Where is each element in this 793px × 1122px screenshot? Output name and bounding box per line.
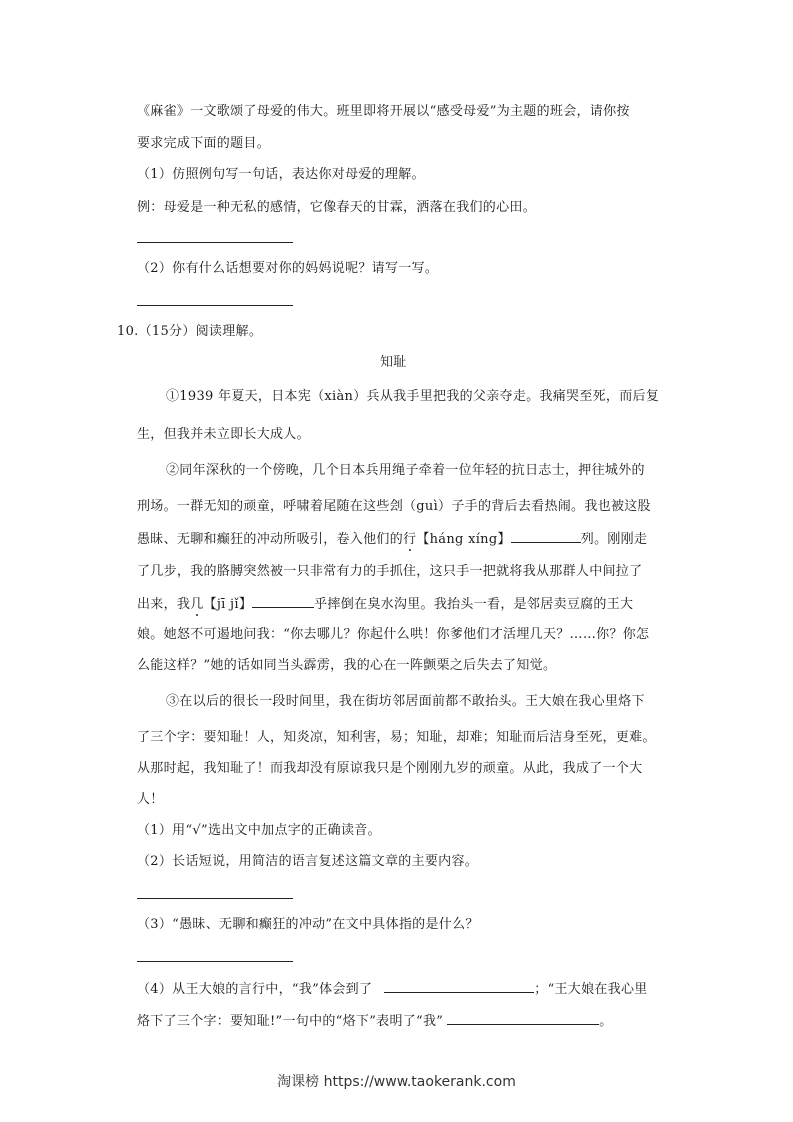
answer-blank-sq4-1[interactable] — [384, 980, 534, 993]
paragraph-2-line-3-end: 列。刚刚走 — [580, 532, 648, 547]
paragraph-2-line-6: 娘。她怒不可遏地问我：“你去哪儿？你起什么哄！你爹他们才活埋几天？……你？你怎 — [137, 627, 650, 642]
paragraph-3-line-4: 人！ — [137, 792, 164, 807]
paragraph-2-line-3 — [137, 530, 647, 548]
intro-question-1: （1）仿照例句写一句话，表达你对母爱的理解。 — [137, 167, 425, 182]
paragraph-2-line-7: 么能这样？”她的话如同当头霹雳，我的心在一阵颤栗之后失去了知觉。 — [137, 658, 557, 673]
sub-question-4-text-d: 。 — [599, 1014, 613, 1029]
sub-question-4-line-2 — [137, 1012, 613, 1030]
answer-line-intro-1[interactable] — [137, 242, 293, 243]
paragraph-3-line-1: ③在以后的很长一段时间里，我在街坊邻居面前都不敢抬头。王大娘在我心里烙下 — [166, 694, 645, 709]
paragraph-2-line-3-text: 愚昧、无聊和癫狂的冲动所吸引，卷入他们的 — [137, 532, 404, 547]
sub-question-3: （3）“愚昧、无聊和癫狂的冲动”在文中具体指的是什么？ — [137, 917, 479, 932]
answer-line-intro-2[interactable] — [137, 305, 293, 306]
sub-question-2: （2）长话短说，用简洁的语言复述这篇文章的主要内容。 — [137, 854, 479, 869]
intro-line-1: 《麻雀》一文歌颂了母爱的伟大。班里即将开展以“感受母爱”为主题的班会，请你按 — [137, 104, 630, 119]
sub-question-4-line-1 — [137, 980, 648, 998]
pinyin-choice-ji[interactable]: 【jī jǐ】 — [203, 597, 253, 612]
intro-line-2: 要求完成下面的题目。 — [137, 136, 271, 151]
dotted-char-ji: 几 — [190, 597, 204, 612]
pinyin-choice-hang-xing[interactable]: 【háng xíng】 — [416, 532, 511, 547]
paragraph-3-line-2: 了三个字：要知耻！人，知炎凉，知利害，易；知耻，却难；知耻而后洁身至死，更难。 — [137, 730, 656, 745]
paragraph-3-line-3: 从那时起，我知耻了！而我却没有原谅我只是个刚刚九岁的顽童。从此，我成了一个大 — [137, 761, 643, 776]
footer-watermark: 淘课榜 https://www.taokerank.com — [277, 1074, 516, 1090]
passage-title: 知耻 — [380, 355, 407, 370]
intro-example: 例：母爱是一种无私的感情，它像春天的甘霖，洒落在我们的心田。 — [137, 200, 537, 215]
paragraph-2-line-5-end: 乎摔倒在臭水沟里。我抬头一看，是邻居卖豆腐的王大 — [314, 597, 634, 612]
answer-line-sq2[interactable] — [137, 898, 293, 899]
sub-question-4-text-c: 烙下了三个字：要知耻!”一句中的“烙下”表明了“我” — [137, 1014, 444, 1029]
answer-blank-ji[interactable] — [252, 595, 314, 608]
paragraph-2-line-5-text: 出来，我 — [137, 597, 191, 612]
paragraph-2-line-4: 了几步，我的胳膊突然被一只非常有力的手抓住，这只手一把就将我从那群人中间拉了 — [137, 564, 643, 579]
answer-blank-hang-xing[interactable] — [511, 530, 581, 543]
paragraph-2-line-5 — [137, 595, 633, 613]
answer-blank-sq4-2[interactable] — [447, 1012, 599, 1025]
answer-line-sq3[interactable] — [137, 961, 293, 962]
paragraph-1-line-1: ①1939 年夏天，日本宪（xiàn）兵从我手里把我的父亲夺走。我痛哭至死，而后复 — [166, 389, 660, 404]
sub-question-4-text-a: （4）从王大娘的言行中，“我”体会到了 — [137, 982, 373, 997]
paragraph-2-line-1: ②同年深秋的一个傍晚，几个日本兵用绳子牵着一位年轻的抗日志士，押往城外的 — [166, 463, 645, 478]
sub-question-1: （1）用“√”选出文中加点字的正确读音。 — [137, 823, 381, 838]
dotted-char-hang: 行 — [403, 532, 417, 547]
intro-question-2: （2）你有什么话想要对你的妈妈说呢？请写一写。 — [137, 261, 439, 276]
paragraph-2-line-2: 刑场。一群无知的顽童，呼啸着尾随在这些刽（guì）子手的背后去看热闹。我也被这股 — [137, 499, 651, 514]
question-10-header: 10.（15分）阅读理解。 — [117, 324, 263, 339]
sub-question-4-text-b: ；“王大娘在我心里 — [534, 982, 648, 997]
paragraph-1-line-2: 生，但我并未立即长大成人。 — [137, 427, 310, 442]
